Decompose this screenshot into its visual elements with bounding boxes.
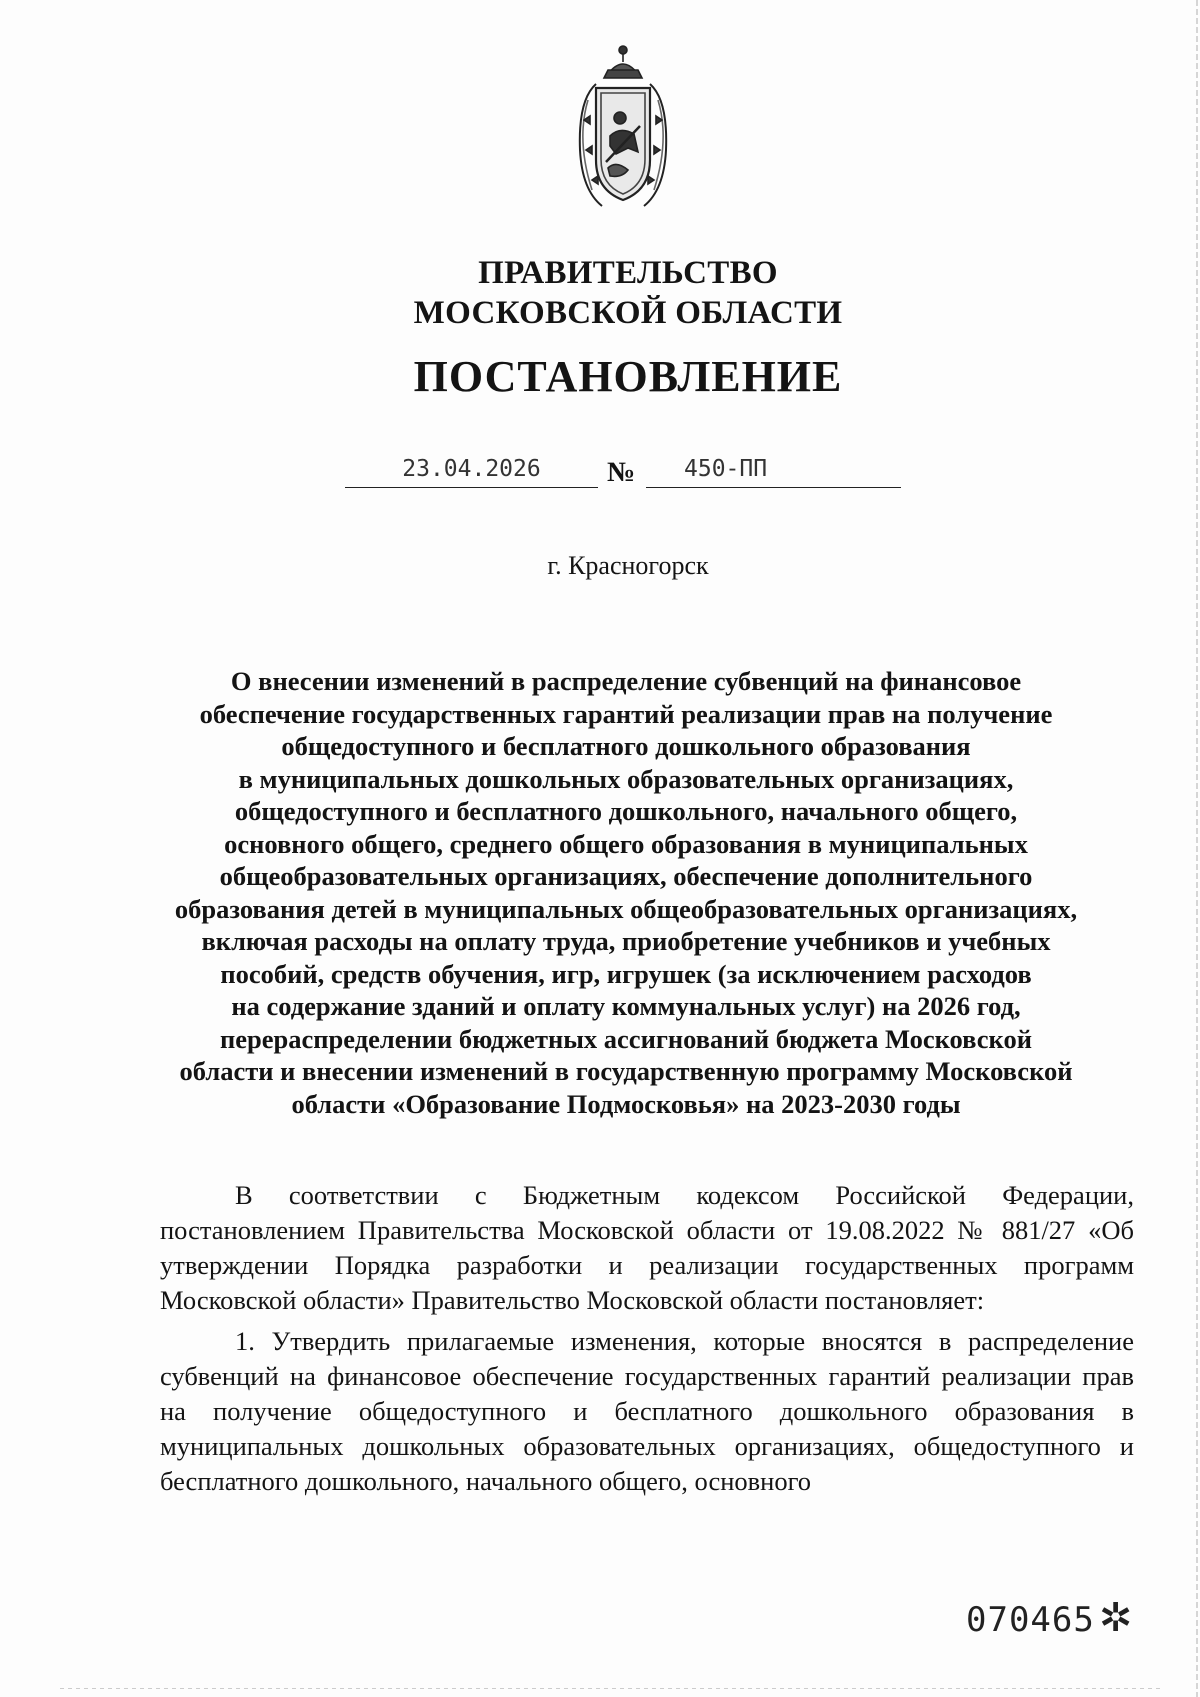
title-line: основного общего, среднего общего образования в муниципальных bbox=[224, 828, 1028, 859]
title-line: образования детей в муниципальных общеобразовательных организациях, bbox=[174, 893, 1078, 924]
title-line: О внесении изменений в распределение субвенций на финансовое bbox=[230, 666, 1022, 696]
title-line: области и внесении изменений в государственную программу Московской bbox=[179, 1056, 1073, 1086]
title-line: общедоступного и бесплатного дошкольного, начального общего, bbox=[234, 796, 1018, 826]
coat-of-arms-icon bbox=[558, 40, 688, 210]
title-line: на содержание зданий и оплату коммунальных услуг) на 2026 год, bbox=[231, 991, 1021, 1021]
serial-number-value: 070465 bbox=[966, 1600, 1095, 1640]
number-sign: № bbox=[607, 457, 636, 488]
document-number: 450-ПП bbox=[684, 456, 768, 482]
government-name-line1: ПРАВИТЕЛЬСТВО bbox=[478, 255, 778, 291]
document-title bbox=[140, 665, 1112, 1120]
preamble-paragraph: В соответствии с Бюджетным кодексом Российской Федерации, постановлением Правительства Московской области от 19.08.2022 № 881/27 «Об утверждении Порядка разработки и реализации государственных программ Московской области» Правительство Московской области постановляет: bbox=[160, 1180, 1134, 1315]
document-number-field bbox=[646, 451, 901, 488]
title-line: включая расходы на оплату труда, приобретение учебников и учебных bbox=[201, 926, 1051, 956]
title-line: пособий, средств обучения, игр, игрушек (за исключением расходов bbox=[220, 958, 1032, 989]
title-line: общедоступного и бесплатного дошкольного образования bbox=[281, 731, 971, 761]
title-line: обеспечение государственных гарантий реализации прав на получение bbox=[199, 698, 1053, 729]
document-body bbox=[160, 1178, 1134, 1499]
title-line: области «Образование Подмосковья» на 2023-2030 годы bbox=[291, 1088, 961, 1119]
scan-bottom-artifact bbox=[60, 1688, 1160, 1689]
government-name bbox=[0, 253, 1200, 333]
title-line: общеобразовательных организациях, обеспечение дополнительного bbox=[219, 861, 1033, 891]
place-of-issue: г. Красногорск bbox=[547, 551, 709, 580]
document-date: 23.04.2026 bbox=[345, 451, 598, 488]
scan-edge-artifact bbox=[1196, 0, 1198, 1697]
clause-1-paragraph: 1. Утвердить прилагаемые изменения, которые вносятся в распределение субвенций на финансовое обеспечение государственных гарантий реализации прав на получение общедоступного и бесплатного дошкольного образования в муниципальных дошкольных образовательных организациях, общедоступного и бесплатного дошкольного, начального общего, основного bbox=[160, 1326, 1134, 1496]
serial-star-icon: ✲ bbox=[1098, 1595, 1134, 1641]
title-line: перераспределении бюджетных ассигнований бюджета Московской bbox=[220, 1023, 1032, 1054]
title-line: в муниципальных дошкольных образовательных организациях, bbox=[238, 763, 1014, 794]
document-type: ПОСТАНОВЛЕНИЕ bbox=[413, 352, 843, 401]
serial-number bbox=[966, 1595, 1134, 1641]
government-name-line2: МОСКОВСКОЙ ОБЛАСТИ bbox=[413, 295, 843, 331]
